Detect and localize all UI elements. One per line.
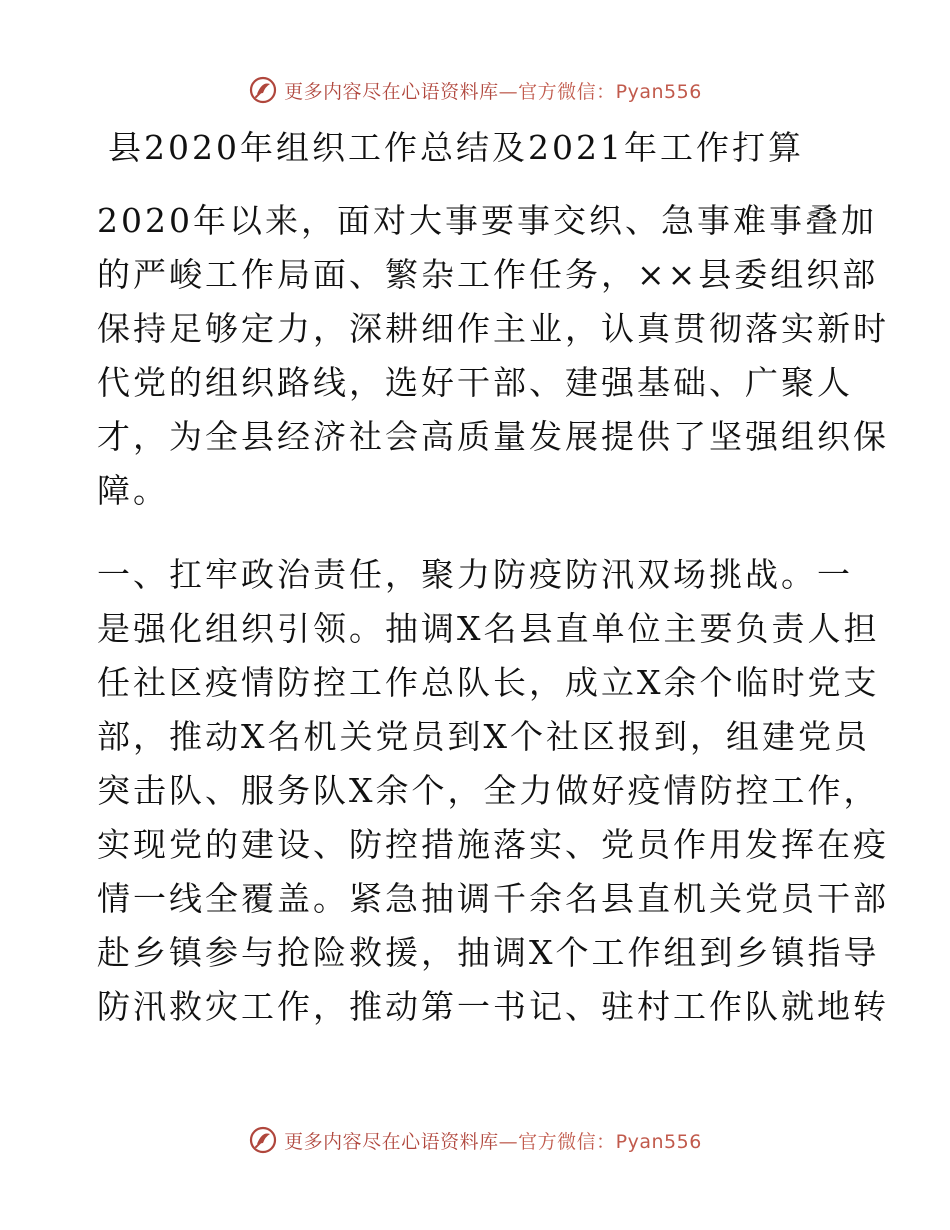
paragraph-gap — [97, 518, 857, 548]
paragraph-line: 代党的组织路线，选好干部、建强基础、广聚人 — [97, 363, 853, 402]
paragraph-line: 防汛救灾工作，推动第一书记、驻村工作队就地转 — [97, 987, 889, 1026]
watermark-banner-bottom — [0, 1122, 950, 1158]
watermark-main-text: 更多内容尽在心语资料库 — [284, 80, 499, 103]
paragraph-line: 才，为全县经济社会高质量发展提供了坚强组织保 — [97, 417, 889, 456]
watermark-separator: — — [498, 80, 519, 103]
brand-logo-icon — [248, 1125, 278, 1155]
document-title: 县2020年组织工作总结及2021年工作打算 — [108, 128, 804, 167]
watermark-banner-top — [0, 72, 950, 108]
document-body — [97, 194, 889, 1034]
paragraph-line: 突击队、服务队X余个，全力做好疫情防控工作， — [97, 771, 880, 810]
paragraph-line: 障。 — [97, 471, 169, 510]
paragraph-line: 赴乡镇参与抢险救援，抽调X个工作组到乡镇指导 — [97, 933, 880, 972]
watermark-main-text: 更多内容尽在心语资料库 — [284, 1130, 499, 1153]
paragraph — [97, 194, 889, 518]
paragraph-line: 2020年以来，面对大事要事交织、急事难事叠加 — [97, 201, 877, 240]
watermark-wechat-text: 官方微信：Pyan556 — [518, 80, 702, 103]
watermark-wechat-text: 官方微信：Pyan556 — [518, 1130, 702, 1153]
paragraph-line: 保持足够定力，深耕细作主业，认真贯彻落实新时 — [97, 309, 889, 348]
watermark-separator: — — [498, 1130, 519, 1153]
paragraph-line: 的严峻工作局面、繁杂工作任务，××县委组织部 — [97, 255, 879, 294]
paragraph-line: 情一线全覆盖。紧急抽调千余名县直机关党员干部 — [97, 879, 889, 918]
watermark-text — [284, 77, 702, 104]
paragraph-line: 一、扛牢政治责任，聚力防疫防汛双场挑战。一 — [97, 555, 853, 594]
paragraph — [97, 548, 889, 1034]
watermark-text — [284, 1127, 702, 1154]
paragraph-line: 任社区疫情防控工作总队长，成立X余个临时党支 — [97, 663, 880, 702]
paragraph-line: 部，推动X名机关党员到X个社区报到，组建党员 — [97, 717, 870, 756]
paragraph-line: 是强化组织引领。抽调X名县直单位主要负责人担 — [97, 609, 880, 648]
brand-logo-icon — [248, 75, 278, 105]
paragraph-line: 实现党的建设、防控措施落实、党员作用发挥在疫 — [97, 825, 889, 864]
